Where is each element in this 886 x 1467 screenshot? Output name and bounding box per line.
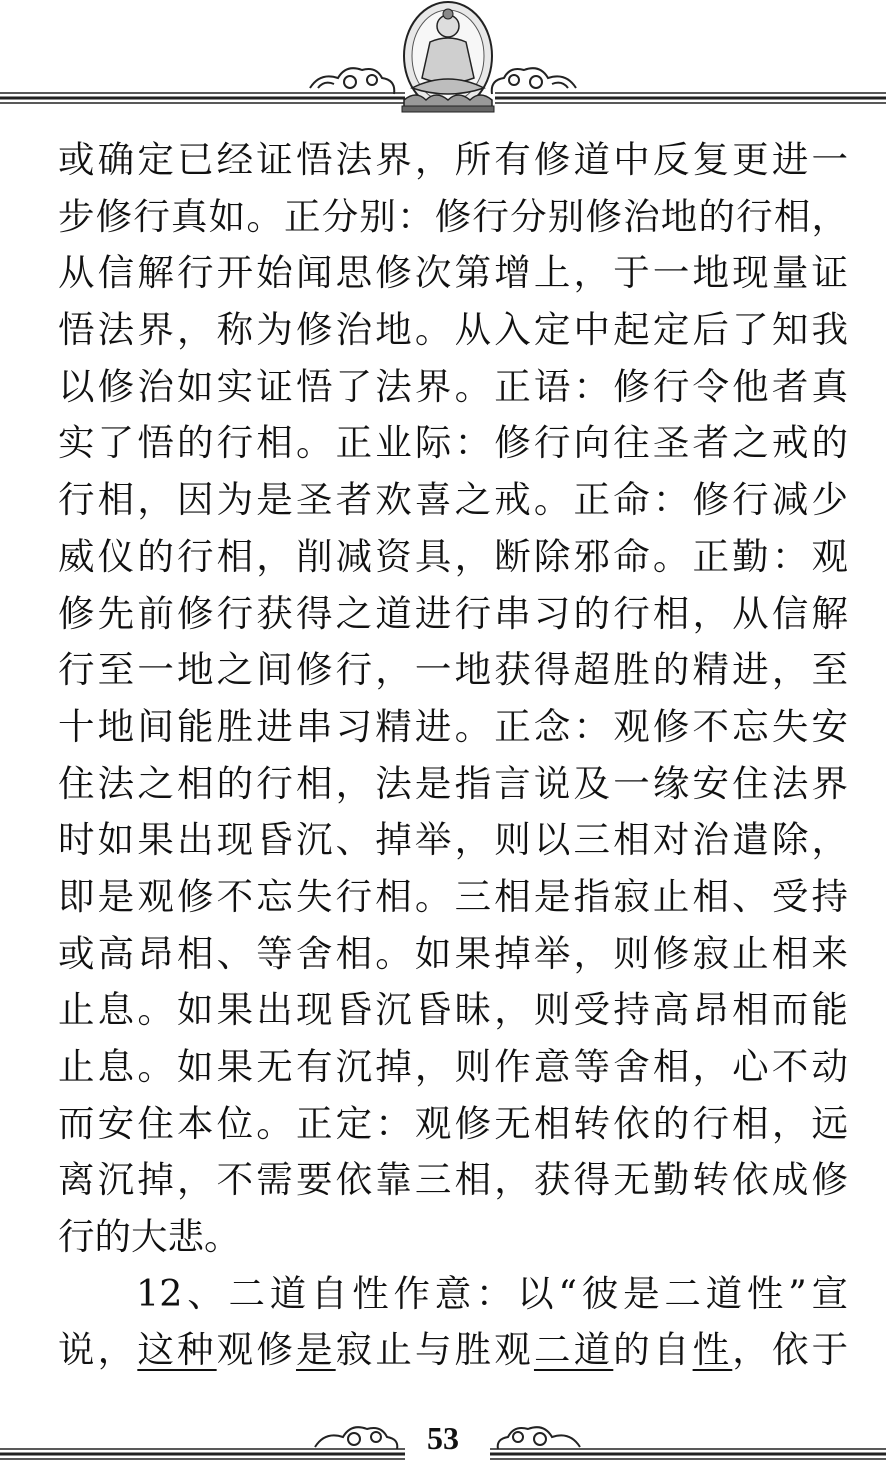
underlined-text-line xyxy=(58,1322,848,1379)
text-line: 住法之相的行相，法是指言说及一缘安住法界 xyxy=(58,761,848,805)
text-segment: 观修 xyxy=(216,1328,296,1372)
text-line: 即是观修不忘失行相。三相是指寂止相、受持 xyxy=(58,874,848,918)
section-heading-line: 12、二道自性作意：以“彼是二道性”宣 xyxy=(136,1271,848,1315)
text-line: 实了悟的行相。正业际：修行向往圣者之戒的 xyxy=(58,421,848,465)
text-line: 或确定已经证悟法界，所有修道中反复更进一 xyxy=(58,138,848,181)
text-line: 行至一地之间修行，一地获得超胜的精进，至 xyxy=(58,648,848,692)
text-line: 时如果出现昏沉、掉举，则以三相对治遣除， xyxy=(58,818,848,862)
underlined-segment: 是 xyxy=(295,1328,336,1372)
text-line: 步修行真如。正分别：修行分别修治地的行相， xyxy=(58,194,848,238)
text-segment: ，依于 xyxy=(732,1328,848,1372)
header-ornament xyxy=(0,0,886,120)
text-line: 离沉掉，不需要依靠三相，获得无勤转依成修 xyxy=(58,1158,848,1202)
page-number: 53 xyxy=(427,1420,459,1456)
text-line: 而安住本位。正定：观修无相转依的行相，远 xyxy=(58,1101,848,1145)
underlined-segment: 性 xyxy=(692,1328,733,1372)
text-line: 十地间能胜进串习精进。正念：观修不忘失安 xyxy=(58,704,848,748)
text-segment: 的自 xyxy=(613,1328,693,1372)
text-line: 止息。如果出现昏沉昏昧，则受持高昂相而能 xyxy=(58,988,848,1032)
underlined-segment: 这种 xyxy=(137,1328,217,1372)
text-line: 悟法界，称为修治地。从入定中起定后了知我 xyxy=(58,308,848,352)
body-text xyxy=(58,132,848,1379)
paragraph-end-line: 行的大悲。 xyxy=(58,1215,241,1259)
text-line: 止息。如果无有沉掉，则作意等舍相，心不动 xyxy=(58,1045,848,1088)
buddha-ornament-icon xyxy=(0,0,886,120)
text-line: 从信解行开始闻思修次第增上，于一地现量证 xyxy=(58,251,848,295)
underlined-segment: 二道 xyxy=(533,1328,614,1372)
text-segment: 寂止与胜观 xyxy=(335,1328,534,1372)
text-line: 或高昂相、等舍相。如果掉举，则修寂止相来 xyxy=(58,931,848,975)
text-line: 行相，因为是圣者欢喜之戒。正命：修行减少 xyxy=(58,478,848,522)
text-line: 修先前修行获得之道进行串习的行相，从信解 xyxy=(58,591,848,635)
text-segment: 说， xyxy=(58,1328,138,1372)
text-line: 以修治如实证悟了法界。正语：修行令他者真 xyxy=(58,364,848,408)
text-line: 威仪的行相，削减资具，断除邪命。正勤：观 xyxy=(58,534,848,578)
